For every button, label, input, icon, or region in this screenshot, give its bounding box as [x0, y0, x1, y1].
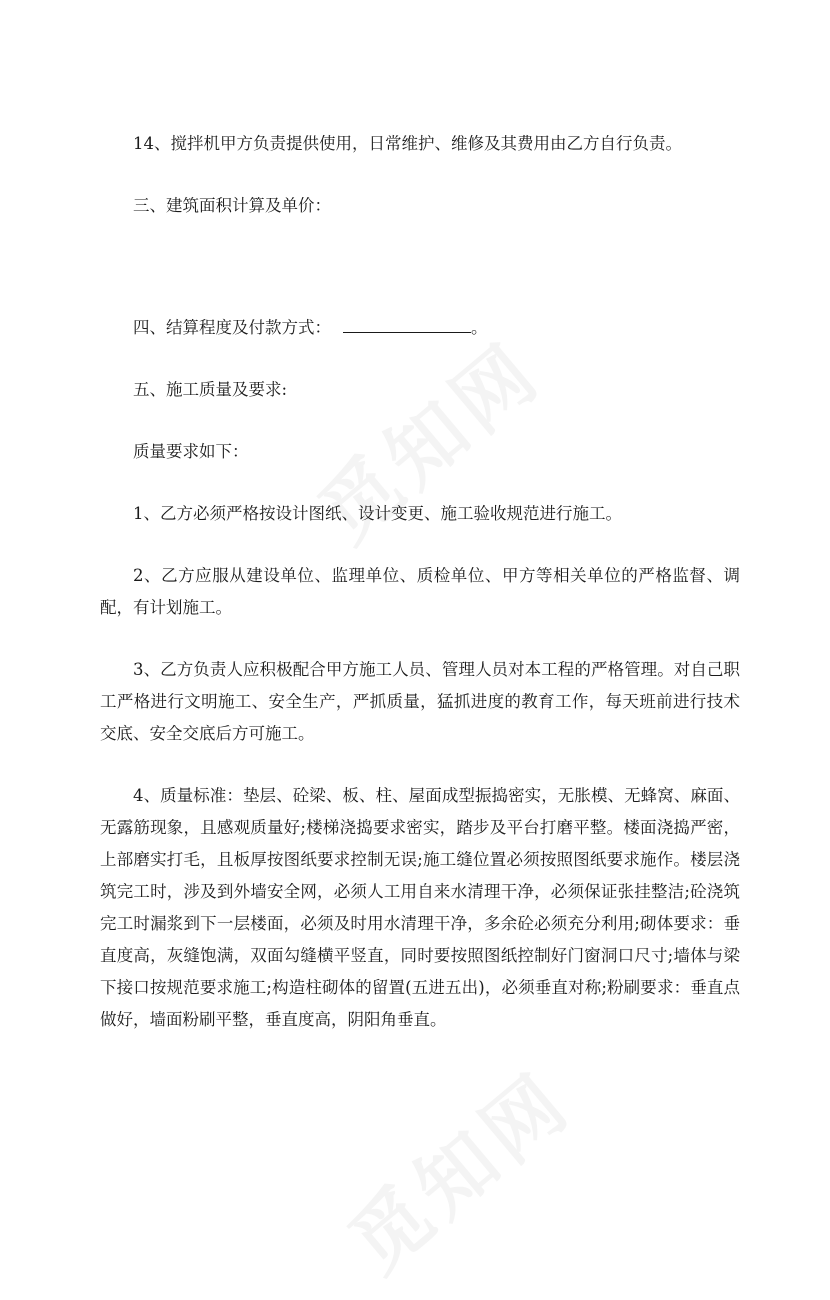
quality-item-2: 2、乙方应服从建设单位、监理单位、质检单位、甲方等相关单位的严格监督、调配，有计划施工。: [100, 566, 740, 617]
section-heading-4-label: 四、结算程度及付款方式：: [133, 318, 331, 337]
paragraph-item-14: 14、搅拌机甲方负责提供使用，日常维护、维修及其费用由乙方自行负责。: [133, 134, 682, 153]
watermark-bottom: [322, 1040, 598, 1299]
quality-intro: 质量要求如下：: [133, 442, 249, 461]
section-heading-3: 三、建筑面积计算及单价：: [133, 196, 331, 215]
quality-item-1: 1、乙方必须严格按设计图纸、设计变更、施工验收规范进行施工。: [133, 504, 622, 523]
section-heading-4: [100, 312, 740, 344]
section-heading-4-suffix: 。: [471, 318, 488, 337]
payment-method-blank: [343, 314, 471, 333]
quality-item-3: 3、乙方负责人应积极配合甲方施工人员、管理人员对本工程的严格管理。对自己职工严格进行文明施工、安全生产，严抓质量，猛抓进度的教育工作，每天班前进行技术交底、安全交底后方可施工。: [100, 660, 740, 743]
quality-item-4: 4、质量标准：垫层、砼梁、板、柱、屋面成型振捣密实，无胀模、无蜂窝、麻面、无露筋现象，且感观质量好;楼梯浇捣要求密实，踏步及平台打磨平整。楼面浇捣严密，上部磨实打毛，且板厚按图纸要求控制无误;施工缝位置必须按照图纸要求施作。楼层浇筑完工时，涉及到外墙安全网，必须人工用自来水清理干净，必须保证张挂整洁;砼浇筑完工时漏浆到下一层楼面，必须及时用水清理干净，多余砼必须充分利用;砌体要求：垂直度高，灰缝饱满，双面勾缝横平竖直，同时要按照图纸控制好门窗洞口尺寸;墙体与梁下接口按规范要求施工;构造柱砌体的留置(五进五出)，必须垂直对称;粉刷要求：垂直点做好，墙面粉刷平整，垂直度高，阴阳角垂直。: [100, 786, 740, 1029]
document-body: [100, 128, 740, 1036]
section-heading-5: 五、施工质量及要求:: [133, 380, 288, 399]
